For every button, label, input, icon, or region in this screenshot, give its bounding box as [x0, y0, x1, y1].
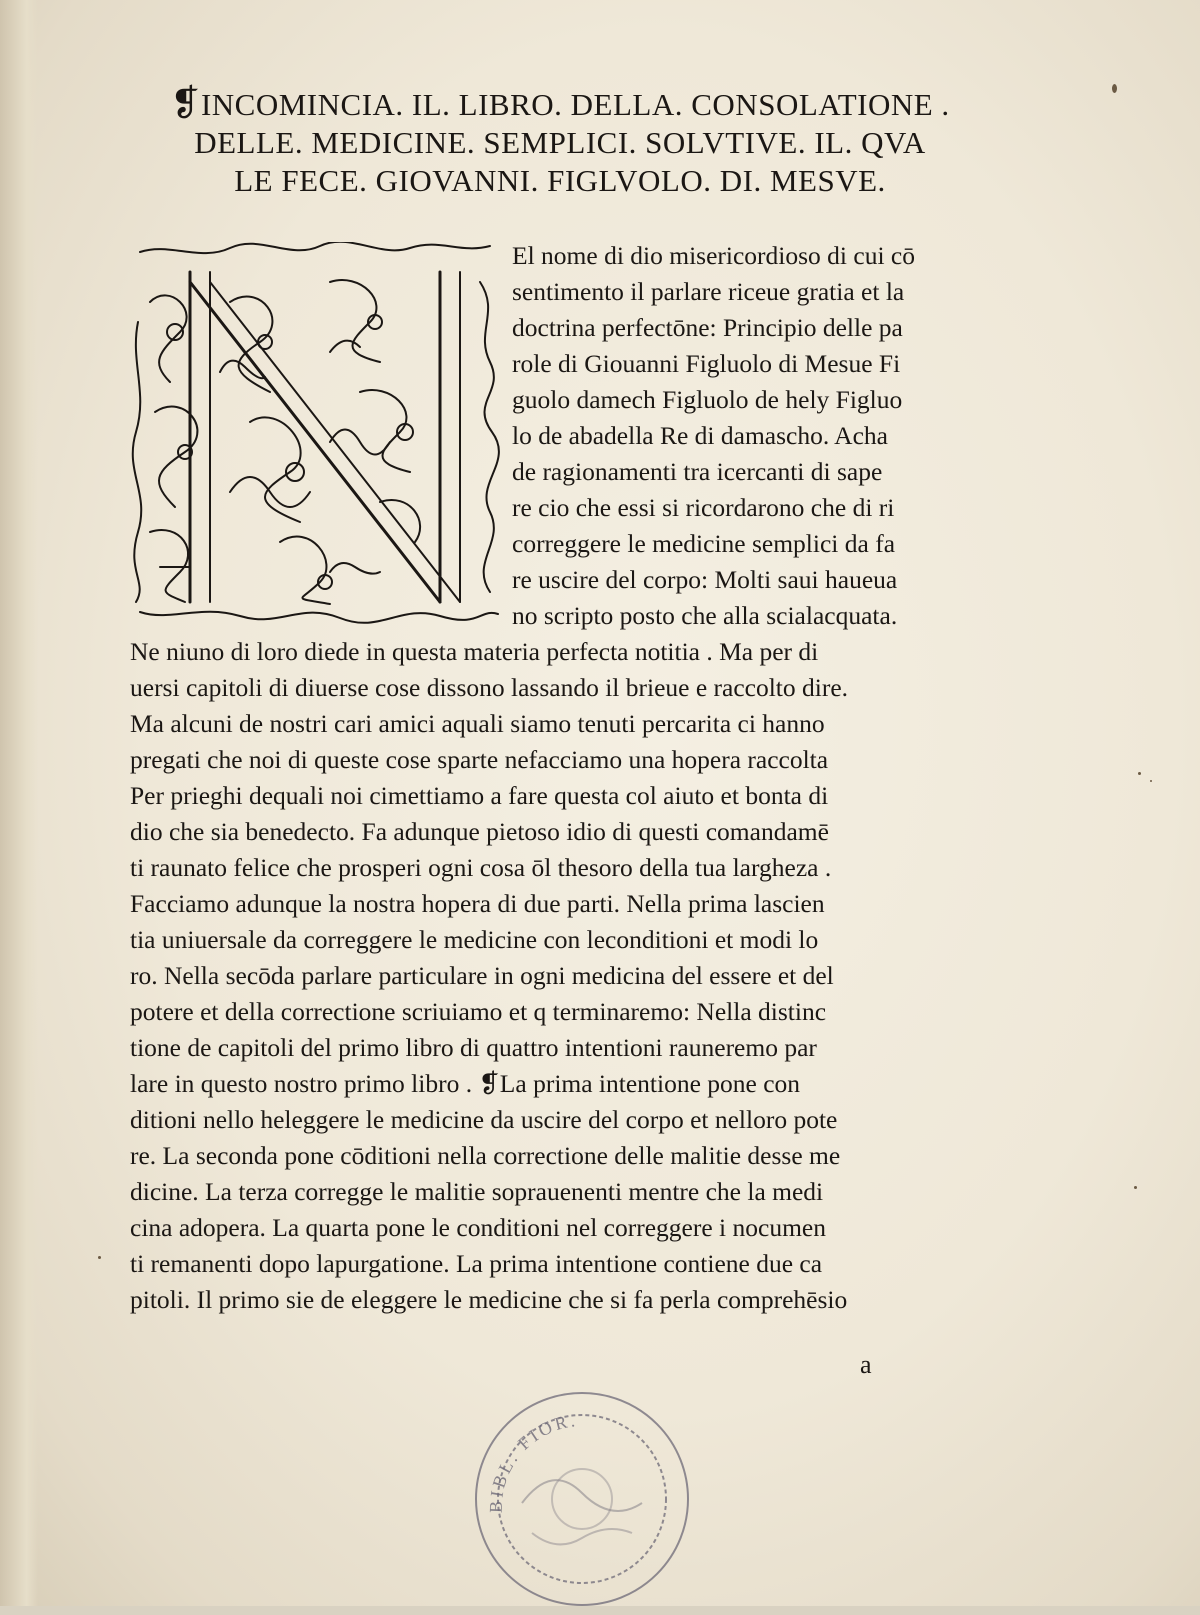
page-header	[130, 84, 990, 200]
body-text-full-width	[130, 634, 848, 1318]
text-line: role di Giouanni Figluolo di Mesue Fi	[512, 349, 901, 378]
text-line: ro. Nella secōda parlare particulare in ogni medicina del essere et del	[130, 961, 834, 990]
library-stamp-icon	[462, 1383, 702, 1615]
text-line: correggere le medicine semplici da fa	[512, 529, 896, 558]
page-edge-shadow	[0, 0, 38, 1606]
text-line: sentimento il parlare riceue gratia et la	[512, 277, 905, 306]
text-line: dicine. La terza corregge le malitie soprauenenti mentre che la medi	[130, 1177, 824, 1206]
svg-text:BIBL. FIOR.	[486, 1410, 579, 1513]
paper-speck	[1150, 780, 1152, 782]
text-line: uersi capitoli di diuerse cose dissono lassando il brieue e raccolto dire.	[130, 673, 849, 702]
text-line: Facciamo adunque la nostra hopera di due parti. Nella prima lascien	[130, 889, 825, 918]
text-line: ti remanenti dopo lapurgatione. La prima intentione contiene due ca	[130, 1249, 823, 1278]
text-line: no scripto posto che alla scialacquata.	[512, 601, 898, 630]
header-line-3: LE FECE. GIOVANNI. FIGLVOLO. DI. MESVE.	[234, 163, 886, 198]
text-line: El nome di dio misericordioso di cui cō	[512, 241, 915, 270]
paper-speck	[1112, 84, 1117, 93]
text-line: lo de abadella Re di damascho. Acha	[512, 421, 888, 450]
text-line: Ne niuno di loro diede in questa materia perfecta notitia . Ma per di	[130, 637, 819, 666]
text-line: Per prieghi dequali noi cimettiamo a fare questa col aiuto et bonta di	[130, 781, 829, 810]
text-line: guolo damech Figluolo de hely Figluo	[512, 385, 903, 414]
text-line: potere et della correctione scriuiamo et q terminaremo: Nella distinc	[130, 997, 827, 1026]
text-line: doctrina perfectōne: Principio delle pa	[512, 313, 903, 342]
paper-speck	[1134, 1186, 1137, 1189]
stamp-text: BIBL. FIOR.	[485, 1409, 579, 1514]
text-line: ti raunato felice che prosperi ogni cosa ōl thesoro della tua largheza .	[130, 853, 832, 882]
header-line-1: ❡INCOMINCIA. IL. LIBRO. DELLA. CONSOLATIONE .	[170, 83, 950, 123]
text-line: dio che sia benedecto. Fa adunque pietoso idio di questi comandamē	[130, 817, 829, 846]
text-line: re. La seconda pone cōditioni nella correctione delle malitie desse me	[130, 1141, 841, 1170]
text-line: tione de capitoli del primo libro di quattro intentioni rauneremo par	[130, 1033, 817, 1062]
text-line: Ma alcuni de nostri cari amici aquali siamo tenuti percarita ci hanno	[130, 709, 825, 738]
text-line: pregati che noi di queste cose sparte nefacciamo una hopera raccolta	[130, 745, 829, 774]
text-line: tia uniuersale da correggere le medicine con leconditioni et modi lo	[130, 925, 819, 954]
text-line: cina adopera. La quarta pone le conditioni nel correggere i nocumen	[130, 1213, 826, 1242]
paper-speck	[1138, 772, 1141, 775]
text-line: lare in questo nostro primo libro . ❡La prima intentione pone con	[130, 1069, 801, 1098]
decorated-initial-icon	[130, 242, 502, 635]
header-line-2: DELLE. MEDICINE. SEMPLICI. SOLVTIVE. IL. QVA	[194, 125, 926, 160]
text-line: de ragionamenti tra icercanti di sape	[512, 457, 883, 486]
paper-speck	[98, 1256, 101, 1259]
text-line: ditioni nello heleggere le medicine da uscire del corpo et nelloro pote	[130, 1105, 838, 1134]
text-line: re cio che essi si ricordarono che di ri	[512, 493, 895, 522]
text-line: re uscire del corpo: Molti saui haueua	[512, 565, 898, 594]
signature-mark: a	[860, 1350, 872, 1379]
text-line: pitoli. Il primo sie de eleggere le medicine che si fa perla comprehēsio	[130, 1285, 848, 1314]
body-text-beside-initial	[512, 238, 915, 634]
pilcrow-icon: ❡	[170, 83, 201, 123]
